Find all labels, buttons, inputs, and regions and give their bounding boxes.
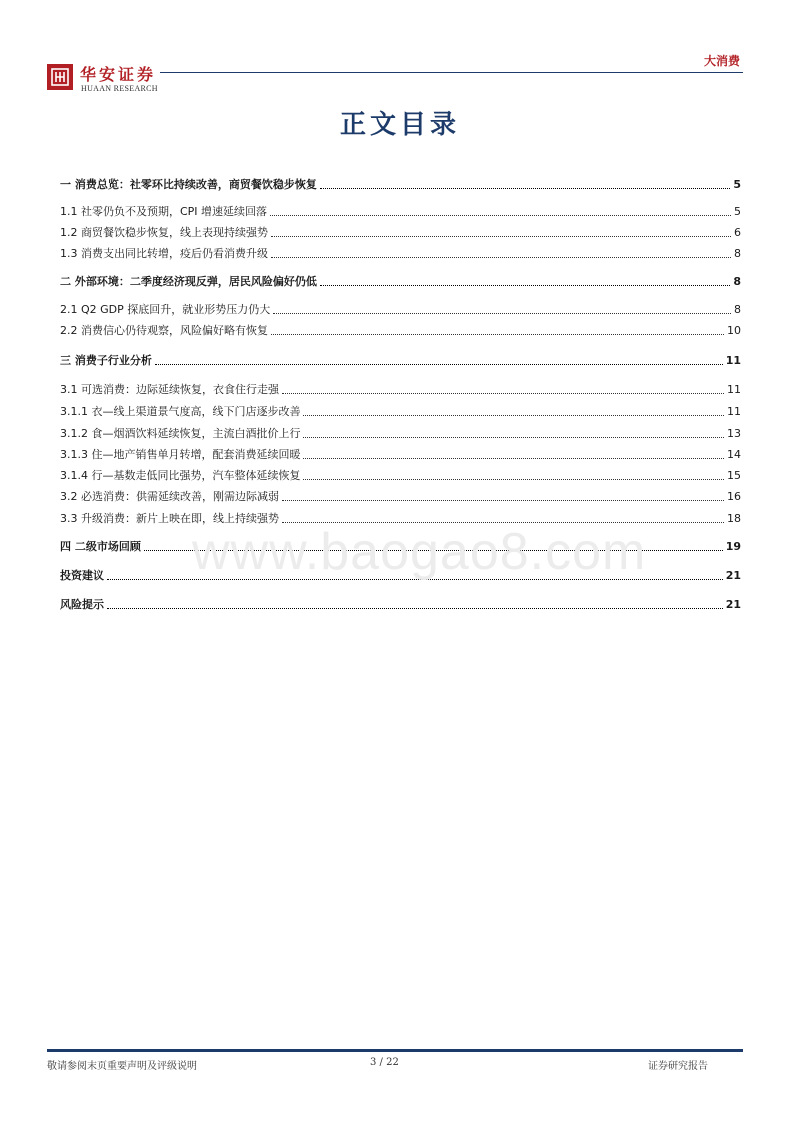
toc-leader-dots [303, 458, 724, 459]
toc-entry-2[interactable] [60, 271, 741, 289]
toc-entry-3-1-4[interactable] [60, 465, 741, 483]
toc-entry-text: 3.1.2 食—烟酒饮料延续恢复，主流白酒批价上行 [60, 427, 301, 440]
header-rule [160, 72, 743, 73]
toc-entry-3-1-3[interactable] [60, 444, 741, 462]
section-label: 大消费 [703, 54, 740, 68]
toc-entry-text: 3.1.1 衣—线上渠道景气度高，线下门店逐步改善 [60, 405, 301, 418]
footer-rule [47, 1049, 743, 1052]
toc-leader-dots [155, 364, 723, 365]
toc-entry-page: 11 [725, 354, 741, 367]
toc-leader-dots [320, 188, 731, 189]
toc-entry-page: 5 [733, 178, 741, 191]
toc-leader-dots [320, 285, 731, 286]
company-logo-icon [47, 64, 73, 90]
toc-entry-text: 1.3 消费支出同比转增，疫后仍看消费升级 [60, 247, 268, 260]
toc-entry-text: 投资建议 [60, 569, 104, 582]
toc-leader-dots [271, 334, 724, 335]
toc-entry-page: 11 [727, 405, 741, 418]
toc-entry-3[interactable] [60, 350, 741, 368]
toc-entry-3-1-1[interactable] [60, 401, 741, 419]
toc-leader-dots [271, 257, 731, 258]
toc-entry-text: 3.3 升级消费：新片上映在即，线上持续强势 [60, 512, 279, 525]
toc-entry-page: 13 [727, 427, 741, 440]
toc-entry-page: 16 [727, 490, 741, 503]
logo-seal-icon [50, 67, 70, 87]
toc-entry-text: 四 二级市场回顾 [60, 540, 141, 553]
watermark: www.baogao8.com [192, 523, 647, 581]
toc-entry-page: 19 [725, 540, 741, 553]
toc-entry-text: 1.1 社零仍负不及预期，CPI 增速延续回落 [60, 205, 268, 218]
toc-entry-page: 21 [725, 598, 741, 611]
toc-entry-text: 3.1.3 住—地产销售单月转增，配套消费延续回暖 [60, 448, 301, 461]
toc-entry-text: 3.1.4 行—基数走低同比强势，汽车整体延续恢复 [60, 469, 301, 482]
toc-entry-page: 8 [734, 247, 741, 260]
toc-entry-3-2[interactable] [60, 486, 741, 504]
toc-entry-1[interactable] [60, 174, 741, 192]
toc-leader-dots [303, 479, 724, 480]
toc-entry-page: 15 [727, 469, 741, 482]
toc-entry-text: 2.1 Q2 GDP 探底回升，就业形势压力仍大 [60, 303, 271, 316]
toc-entry-text: 3.1 可选消费：边际延续恢复，衣食住行走强 [60, 383, 279, 396]
toc-entry-text: 三 消费子行业分析 [60, 354, 152, 367]
toc-entry-page: 6 [734, 226, 741, 239]
footer-page-number: 3 / 22 [370, 1057, 399, 1068]
page-title: 正文目录 [339, 110, 460, 140]
footer-disclaimer: 敬请参阅末页重要声明及评级说明 [47, 1061, 197, 1072]
toc-entry-page: 18 [727, 512, 741, 525]
toc-entry-3-1-2[interactable] [60, 423, 741, 441]
toc-leader-dots [273, 313, 731, 314]
toc-entry-page: 14 [727, 448, 741, 461]
toc-entry-text: 二 外部环境：二季度经济现反弹，居民风险偏好仍低 [60, 275, 317, 288]
toc-leader-dots [303, 437, 724, 438]
toc-entry-page: 8 [734, 303, 741, 316]
toc-entry-text: 3.2 必选消费：供需延续改善，刚需边际减弱 [60, 490, 279, 503]
toc-leader-dots [270, 215, 731, 216]
footer-report-type: 证券研究报告 [648, 1061, 708, 1072]
toc-leader-dots [107, 608, 723, 609]
toc-entry-risk-warning[interactable] [60, 594, 741, 612]
toc-entry-page: 11 [727, 383, 741, 396]
toc-entry-2-2[interactable] [60, 320, 741, 338]
toc-entry-text: 一 消费总览：社零环比持续改善，商贸餐饮稳步恢复 [60, 178, 317, 191]
toc-entry-1-2[interactable] [60, 222, 741, 240]
toc-entry-page: 21 [725, 569, 741, 582]
toc-leader-dots [282, 500, 724, 501]
logo-english-name: HUAAN RESEARCH [81, 84, 158, 93]
toc-entry-2-1[interactable] [60, 299, 741, 317]
toc-entry-page: 10 [727, 324, 741, 337]
toc-entry-text: 2.2 消费信心仍待观察，风险偏好略有恢复 [60, 324, 268, 337]
toc-entry-1-1[interactable] [60, 201, 741, 219]
toc-entry-page: 5 [734, 205, 741, 218]
toc-entry-text: 风险提示 [60, 598, 104, 611]
toc-entry-1-3[interactable] [60, 243, 741, 261]
toc-entry-3-1[interactable] [60, 379, 741, 397]
toc-entry-page: 8 [733, 275, 741, 288]
toc-leader-dots [303, 415, 724, 416]
logo-chinese-name: 华安证券 [80, 65, 157, 84]
toc-entry-text: 1.2 商贸餐饮稳步恢复，线上表现持续强势 [60, 226, 268, 239]
toc-leader-dots [282, 393, 724, 394]
toc-leader-dots [271, 236, 731, 237]
